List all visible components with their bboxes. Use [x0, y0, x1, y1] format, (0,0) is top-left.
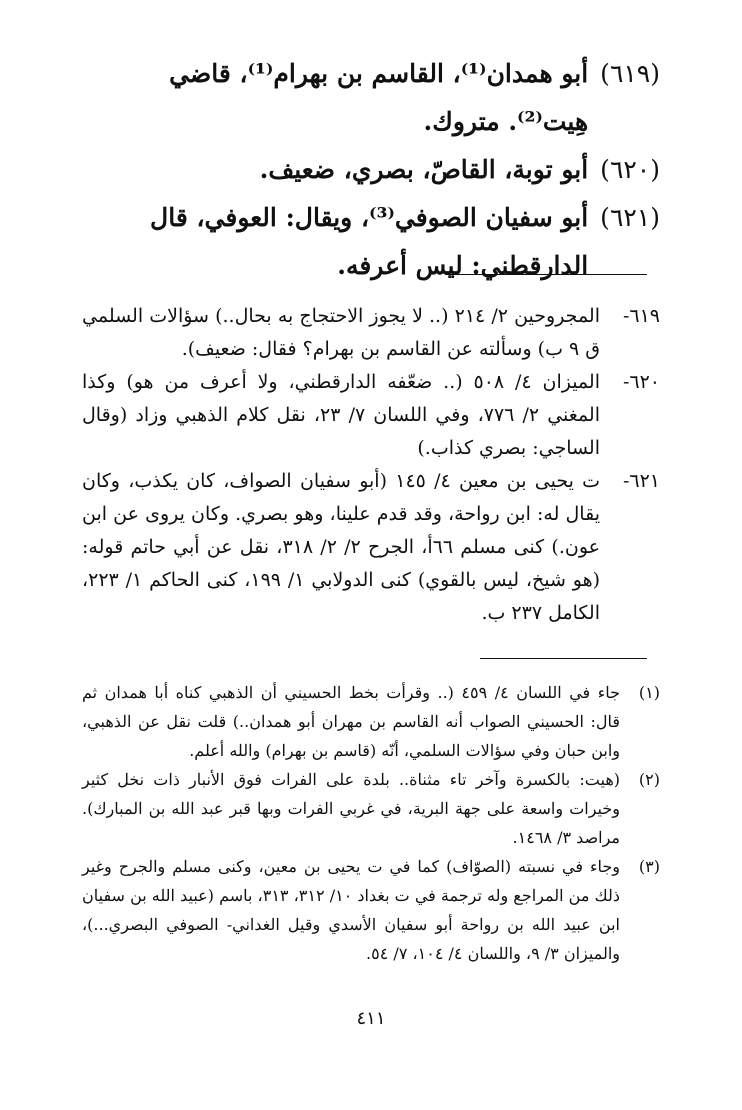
entry-text: أبو سفيان الصوفي⁽³⁾، ويقال: العوفي، قال الدارقطني: ليس أعرفه.: [150, 203, 589, 280]
footnotes-section: [82, 678, 660, 968]
footnote-text: وجاء في نسبته (الصوّاف) كما في ت يحيى بن معين، وكنى مسلم والجرح وغير ذلك من المراجع وله ترجمة في ت بغداد ١٠/ ٣١٢، ٣١٣، باسم (عبيد الله بن سفيان ابن عبيد الله بن رواحة أبو سفيان الأسدي وقيل الغداني- الصوفي البصري...)، والميزان ٣/ ٩، واللسان ٤/ ١٠٤، ٧/ ٥٤.: [82, 857, 621, 963]
entry-621: [82, 194, 660, 290]
note-620: [82, 366, 660, 465]
separator-line: [445, 274, 647, 275]
footnote-separator: [480, 658, 647, 659]
note-text: ت يحيى بن معين ٤/ ١٤٥ (أبو سفيان الصواف، كان يكذب، وكان يقال له: ابن رواحة، وقد قدم علينا، وهو بصري. وكان يروى عن ابن عون.) كنى مسلم ٦٦أ، الجرح ٢/ ٢/ ٣١٨، نقل عن أبي حاتم قوله: (هو شيخ، ليس بالقوي) كنى الدولابي ١/ ١٩٩، كنى الحاكم ١/ ٢٢٣، الكامل ٢٣٧ ب.: [82, 470, 601, 624]
page-number: ٤١١: [356, 1008, 386, 1029]
entry-number: (٦٢٠): [600, 155, 660, 184]
footnote-number: (١): [638, 683, 660, 702]
entry-619: [82, 50, 660, 146]
entry-text: أبو توبة، القاصّ، بصري، ضعيف.: [259, 155, 589, 184]
commentary-section: [82, 300, 660, 630]
note-text: الميزان ٤/ ٥٠٨ (.. ضعّفه الدارقطني، ولا أعرف من هو) وكذا المغني ٢/ ٧٧٦، وفي اللسان ٧/ ٢٣، نقل كلام الذهبي وزاد (وقال الساجي: بصري كذاب.): [82, 371, 600, 459]
note-number: ٦٢١-: [622, 470, 660, 492]
entry-620: [82, 146, 660, 194]
entry-number: (٦٢١): [600, 203, 660, 232]
note-text: المجروحين ٢/ ٢١٤ (.. لا يجوز الاحتجاج به بحال..) سؤالات السلمي ق ٩ ب) وسألته عن القاسم بن بهرام؟ فقال: ضعيف).: [82, 305, 600, 360]
main-entries: [82, 50, 660, 290]
note-621: [82, 465, 660, 630]
footnote-number: (٢): [638, 770, 660, 789]
footnote-number: (٣): [638, 857, 660, 876]
footnote-text: (هيت: بالكسرة وآخر تاء مثناة.. بلدة على الفرات فوق الأنبار ذات نخل كثير وخيرات واسعة على جهة البرية، في غربي الفرات وبها قبر عبد الله بن المبارك). مراصد ٣/ ١٤٦٨.: [82, 770, 620, 847]
entry-text: أبو همدان⁽¹⁾، القاسم بن بهرام⁽¹⁾، قاضي هِيت⁽²⁾. متروك.: [169, 59, 589, 136]
footnote-text: جاء في اللسان ٤/ ٤٥٩ (.. وقرأت بخط الحسيني أن الذهبي كناه أبا همدان ثم قال: الحسيني الصواب أنه القاسم بن مهران أبو همدان..) قلت نقل عن الذهبي، وابن حبان وفي سؤالات السلمي، أنّه (قاسم بن بهرام) والله أعلم.: [82, 683, 621, 760]
entry-number: (٦١٩): [600, 59, 660, 88]
footnote-1: [82, 678, 660, 765]
footnote-3: [82, 852, 660, 968]
note-number: ٦١٩-: [622, 305, 660, 327]
note-619: [82, 300, 660, 366]
footnote-2: [82, 765, 660, 852]
note-number: ٦٢٠-: [622, 371, 660, 393]
